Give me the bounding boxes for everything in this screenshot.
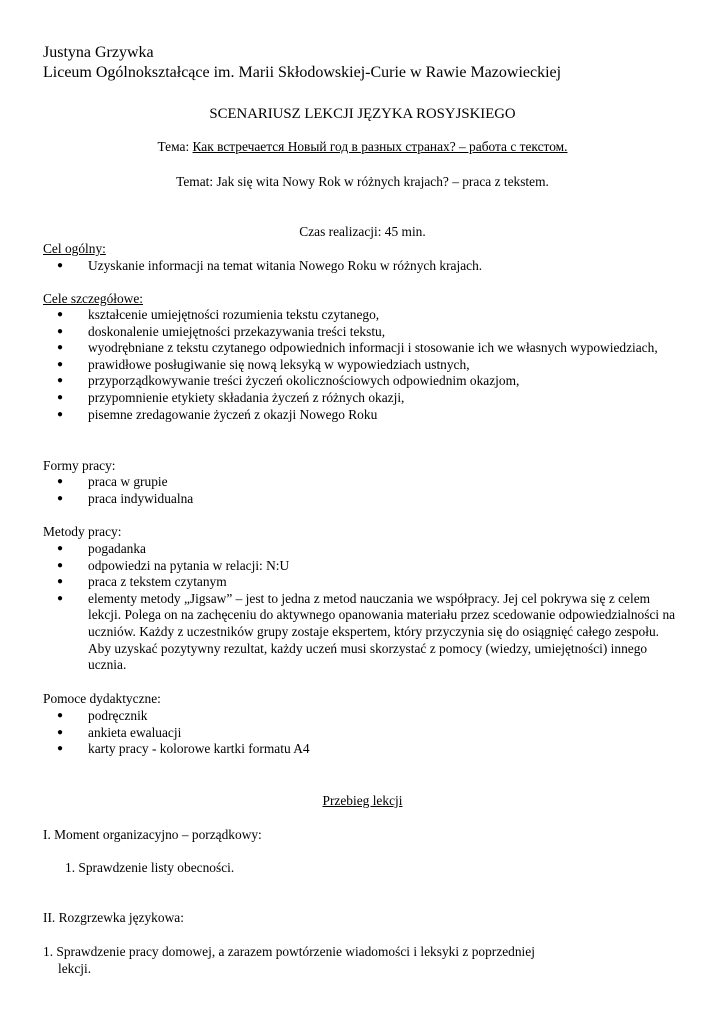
bullet-icon: ● <box>57 325 64 337</box>
list-item: ● prawidłowe posługiwanie się nową leksyką w wypowiedziach ustnych, <box>57 356 470 372</box>
list-item: ● wyodrębniane z tekstu czytanego odpowiednich informacji i stosowanie ich we własnych wypowiedziach, <box>57 340 658 356</box>
list-item: ● kształcenie umiejętności rozumienia tekstu czytanego, <box>57 307 380 322</box>
bullet-icon: ● <box>57 391 64 403</box>
list-item: ● praca w grupie <box>57 474 168 489</box>
bullet-icon: ● <box>57 408 64 420</box>
bullet-icon: ● <box>57 576 64 588</box>
document-title: SCENARIUSZ LEKCJI JĘZYKA ROSYJSKIEGO <box>209 106 516 122</box>
goal-general-list <box>0 258 725 275</box>
author-name: Justyna Grzywka <box>43 44 154 61</box>
list-item: ● praca z tekstem czytanym <box>57 574 227 590</box>
topic-russian-text: Как встречается Новый год в разных странах? – работа с текстом. <box>192 139 568 154</box>
bullet-icon: ● <box>57 309 64 320</box>
methods-list <box>0 541 725 674</box>
aids-heading: Pomoce dydaktyczne: <box>43 691 161 706</box>
section-2-heading: II. Rozgrzewka językowa: <box>43 910 184 925</box>
aids-list <box>0 708 725 758</box>
list-item: ● doskonalenie umiejętności przekazywania treści tekstu, <box>57 323 386 339</box>
lesson-heading: Przebieg lekcji <box>322 793 403 808</box>
list-item: ● pisemne zredagowanie życzeń z okazji Nowego Roku <box>57 406 378 422</box>
school-name: Liceum Ogólnokształcące im. Marii Skłodowskiej-Curie w Rawie Mazowieckiej <box>43 64 562 81</box>
bullet-icon: ● <box>57 342 64 354</box>
bullet-icon: ● <box>57 726 64 738</box>
list-item: ● praca indywidualna <box>57 490 194 506</box>
section-1-item: 1. Sprawdzenie listy obecności. <box>65 860 235 875</box>
topic-russian <box>0 139 725 156</box>
bullet-icon: ● <box>57 710 64 721</box>
list-item: ● pogadanka <box>57 541 147 556</box>
list-item: ● przyporządkowywanie treści życzeń okolicznościowych odpowiednim okazjom, <box>57 373 520 389</box>
bullet-icon: ● <box>57 543 64 554</box>
section-2-item-line1: 1. Sprawdzenie pracy domowej, a zarazem powtórzenie wiadomości i leksyki z poprzedniej <box>43 944 535 959</box>
duration: Czas realizacji: 45 min. <box>299 224 426 239</box>
bullet-icon: ● <box>57 592 64 604</box>
list-item: ● odpowiedzi na pytania w relacji: N:U <box>57 557 290 573</box>
list-item: ● przypomnienie etykiety składania życzeń z różnych okazji, <box>57 389 405 405</box>
section-1-heading: I. Moment organizacyjno – porządkowy: <box>43 827 262 842</box>
bullet-icon: ● <box>57 260 64 271</box>
topic-russian-label: Тема: <box>157 139 190 154</box>
goals-specific-heading: Cele szczegółowe: <box>43 291 144 306</box>
bullet-icon: ● <box>57 559 64 571</box>
bullet-icon: ● <box>57 358 64 370</box>
goal-general-heading: Cel ogólny: <box>43 241 106 256</box>
topic-polish: Temat: Jak się wita Nowy Rok w różnych krajach? – praca z tekstem. <box>176 174 549 189</box>
goals-specific-list <box>0 307 725 423</box>
list-item: ● Uzyskanie informacji na temat witania Nowego Roku w różnych krajach. <box>57 258 483 273</box>
list-item: ● karty pracy - kolorowe kartki formatu A4 <box>57 741 310 757</box>
work-forms-heading: Formy pracy: <box>43 458 116 473</box>
work-forms-list <box>0 474 725 507</box>
bullet-icon: ● <box>57 476 64 487</box>
bullet-icon: ● <box>57 375 64 387</box>
bullet-icon: ● <box>57 743 64 755</box>
list-item: ● elementy metody „Jigsaw” – jest to jedna z metod nauczania we współpracy. Jej cel pokrywa się z celem lekcji. Polega on na zachęceniu do aktywnego opanowania materiału przez scedowanie odpowiedzialności na uczniów. Każdy z uczestników grupy zostaje ekspertem, który przyczynia się do osiągnięć całego zespołu. Aby uzyskać pozytywny rezultat, każdy uczeń musi skorzystać z pomocy (wiedzy, umiejętności) innego ucznia. <box>57 590 676 673</box>
methods-heading: Metody pracy: <box>43 524 122 539</box>
section-2-item-line2: lekcji. <box>58 961 92 976</box>
bullet-icon: ● <box>57 492 64 504</box>
list-item: ● ankieta ewaluacji <box>57 724 182 740</box>
list-item: ● podręcznik <box>57 708 148 723</box>
